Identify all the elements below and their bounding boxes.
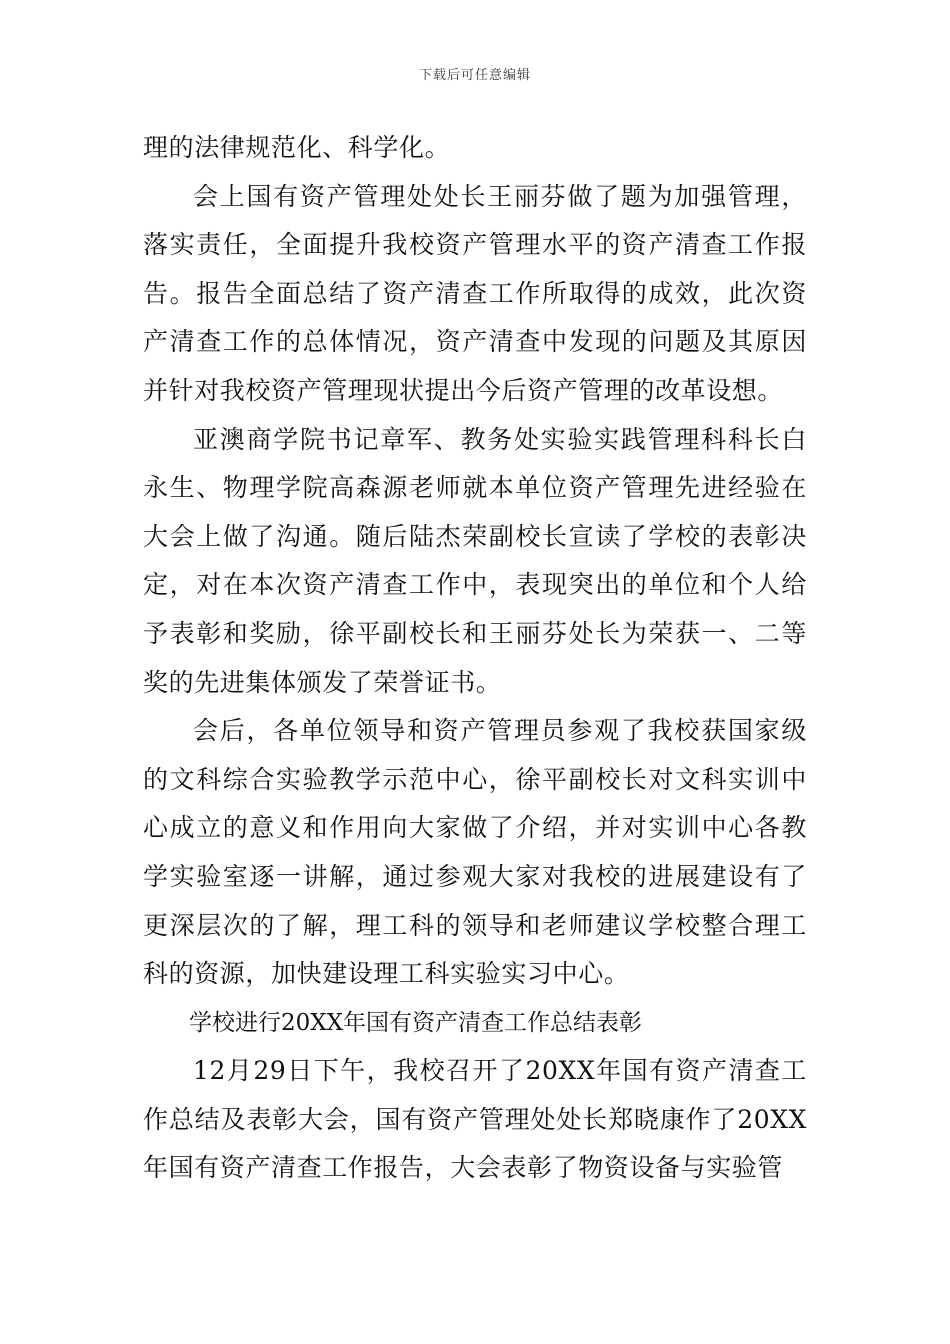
page-header-note: 下载后可任意编辑 (418, 68, 531, 83)
paragraph-visit: 会后，各单位领导和资产管理员参观了我校获国家级的文科综合实验教学示范中心，徐平副校长对文科实训中心成立的意义和作用向大家做了介绍，并对实训中心各教学实验室逐一讲解，通过参观大家对我校的进展建设有了更深层次的了解，理工科的领导和老师建议学校整合理工科的资源，加快建设理工科实验实习中心。 (143, 716, 807, 989)
paragraph-report: 会上国有资产管理处处长王丽芬做了题为加强管理，落实责任，全面提升我校资产管理水平的资产清查工作报告。报告全面总结了资产清查工作所取得的成效，此次资产清查工作的总体情况，资产清查中发现的问题及其原因并针对我校资产管理现状提出今后资产管理的改革设想。 (143, 181, 807, 405)
section-subtitle: 学校进行20XX年国有资产清查工作总结表彰 (189, 1009, 643, 1036)
paragraph-exchange: 亚澳商学院书记章军、教务处实验实践管理科科长白永生、物理学院高森源老师就本单位资产管理先进经验在大会上做了沟通。随后陆杰荣副校长宣读了学校的表彰决定，对在本次资产清查工作中，表现突出的单位和个人给予表彰和奖励，徐平副校长和王丽芬处长为荣获一、二等奖的先进集体颁发了荣誉证书。 (143, 424, 807, 697)
paragraph-continuation: 理的法律规范化、科学化。 (143, 133, 451, 162)
document-body (143, 124, 807, 1193)
paragraph-meeting: 12月29日下午，我校召开了20XX年国有资产清查工作总结及表彰大会，国有资产管理处处长郑晓康作了20XX年国有资产清查工作报告，大会表彰了物资设备与实验管 (143, 1056, 807, 1183)
